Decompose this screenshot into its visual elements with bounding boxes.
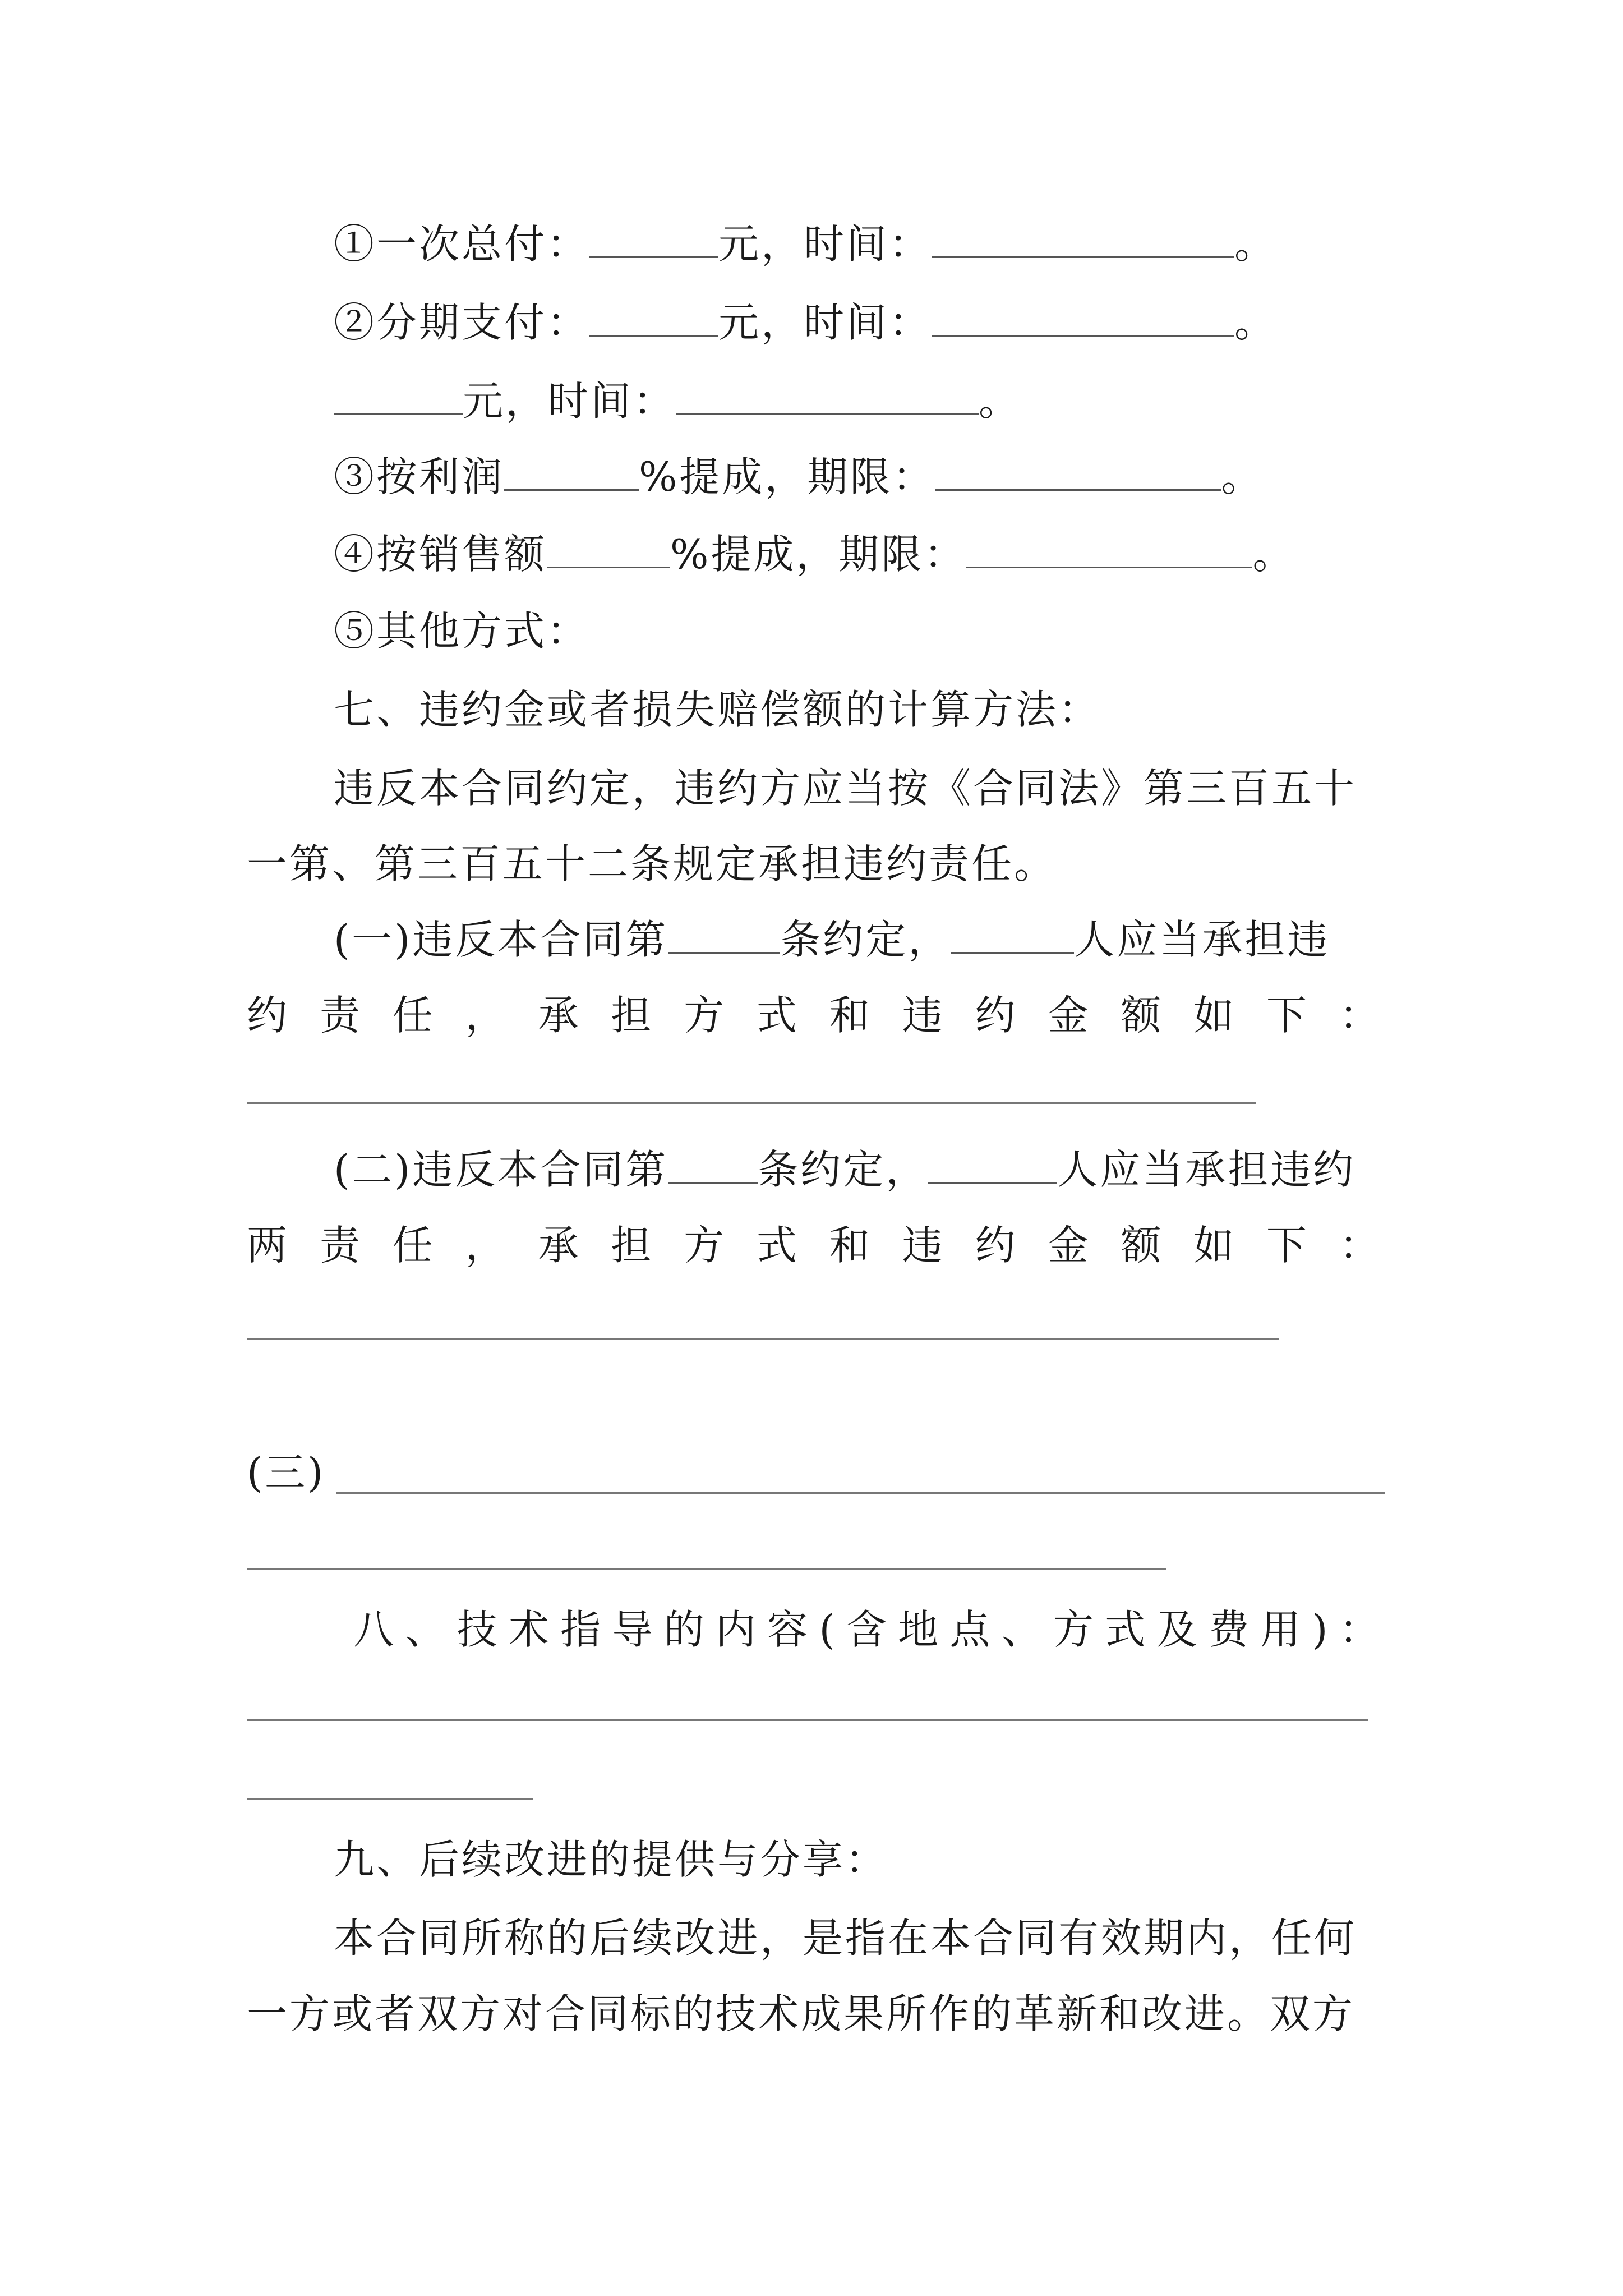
text: 人应当承担违 — [1074, 916, 1330, 963]
char: ， — [465, 1222, 506, 1269]
term-blank[interactable] — [935, 455, 1221, 491]
text: ③按利润 — [334, 453, 505, 500]
char: 承 — [538, 992, 579, 1039]
text: ②分期支付： — [334, 299, 590, 346]
payment-lump-sum-line — [334, 216, 1277, 272]
char: 违 — [902, 1222, 943, 1269]
paragraph-line: 一方或者双方对合同标的技术成果所作的革新和改进。双方 — [247, 1990, 1355, 2037]
char: 责 — [319, 992, 360, 1039]
char: 方 — [1053, 1606, 1094, 1653]
time-blank[interactable] — [932, 301, 1234, 337]
section-8-heading — [353, 1602, 1380, 1658]
clause-1-continuation — [247, 987, 1380, 1043]
char: 和 — [829, 1222, 870, 1269]
char: 费 — [1208, 1606, 1249, 1653]
char: ， — [465, 992, 506, 1039]
fill-in-rule[interactable] — [247, 1719, 1368, 1721]
char: 约 — [975, 992, 1016, 1039]
char: 如 — [1193, 1222, 1234, 1269]
text: (二)违反本合同第 — [334, 1146, 668, 1193]
fill-in-rule[interactable] — [336, 1492, 1385, 1494]
amount-blank[interactable] — [589, 223, 718, 258]
char: 术 — [508, 1606, 549, 1653]
clause-1-line — [334, 912, 1330, 968]
text: 元，时间： — [463, 378, 676, 425]
char: ： — [1339, 1222, 1380, 1269]
text: 条约定， — [780, 916, 951, 963]
party-blank[interactable] — [928, 1148, 1057, 1184]
char: 任 — [392, 992, 433, 1039]
char: ( — [819, 1606, 835, 1653]
text: 。 — [1234, 299, 1278, 346]
text: 。 — [1221, 453, 1264, 500]
payment-installment-line — [334, 295, 1277, 351]
char: 任 — [392, 1222, 433, 1269]
char: 的 — [663, 1606, 704, 1653]
text: 人应当承担违约 — [1057, 1146, 1356, 1193]
text: 元，时间： — [718, 299, 932, 346]
clause-number-blank[interactable] — [668, 1148, 758, 1184]
char: 金 — [1048, 992, 1089, 1039]
char: 约 — [247, 992, 288, 1039]
char: 额 — [1121, 1222, 1161, 1269]
char: 含 — [846, 1606, 887, 1653]
char: ： — [1339, 992, 1380, 1039]
char: 如 — [1193, 992, 1234, 1039]
text: 元，时间： — [718, 220, 932, 268]
char: 内 — [715, 1606, 756, 1653]
text: 条约定， — [758, 1146, 929, 1193]
clause-number-blank[interactable] — [668, 918, 780, 954]
char: 技 — [457, 1606, 497, 1653]
clause-2-continuation — [247, 1217, 1380, 1273]
char: 地 — [898, 1606, 939, 1653]
fill-in-rule[interactable] — [247, 1102, 1256, 1104]
char: 额 — [1121, 992, 1161, 1039]
char: 式 — [757, 1222, 797, 1269]
payment-sales-line — [334, 526, 1295, 582]
char: 点 — [949, 1606, 990, 1653]
text: 。 — [979, 378, 1022, 425]
char: 及 — [1156, 1606, 1197, 1653]
amount-blank[interactable] — [589, 301, 718, 337]
clause-2-line — [334, 1142, 1355, 1198]
text: 。 — [1234, 220, 1278, 268]
char: 下 — [1266, 992, 1307, 1039]
char: 八 — [353, 1606, 394, 1653]
char: 下 — [1266, 1222, 1307, 1269]
char: 担 — [611, 992, 652, 1039]
section-7-heading: 七、违约金或者损失赔偿额的计算方法： — [334, 686, 1101, 733]
text: ④按销售额 — [334, 531, 547, 578]
payment-profit-line — [334, 449, 1264, 505]
char: 、 — [1001, 1606, 1042, 1653]
char: 和 — [829, 992, 870, 1039]
char: 、 — [405, 1606, 446, 1653]
percent-blank[interactable] — [504, 455, 639, 491]
party-blank[interactable] — [951, 918, 1074, 954]
char: 容 — [767, 1606, 808, 1653]
paragraph-line: 一第、第三百五十二条规定承担违约责任。 — [247, 840, 1057, 887]
text: ⑤其他方式： — [334, 608, 590, 655]
char: 违 — [902, 992, 943, 1039]
percent-blank[interactable] — [547, 533, 670, 568]
paragraph-line: 违反本合同约定，违约方应当按《合同法》第三百五十 — [334, 765, 1357, 812]
char: ： — [1339, 1606, 1380, 1653]
payment-installment-line-2 — [334, 373, 1021, 429]
char: 式 — [1105, 1606, 1146, 1653]
char: 方 — [684, 1222, 725, 1269]
text: %提成，期限： — [670, 531, 967, 578]
char: 约 — [975, 1222, 1016, 1269]
char: 方 — [684, 992, 725, 1039]
paragraph-line: 本合同所称的后续改进，是指在本合同有效期内，任何 — [334, 1915, 1357, 1962]
fill-in-rule[interactable] — [247, 1338, 1279, 1340]
payment-other-line — [334, 603, 589, 659]
char: ) — [1312, 1606, 1328, 1653]
text: 。 — [1252, 531, 1295, 578]
char: 承 — [538, 1222, 579, 1269]
char: 责 — [319, 1222, 360, 1269]
amount-blank[interactable] — [334, 380, 463, 415]
char: 指 — [560, 1606, 601, 1653]
text: (一)违反本合同第 — [334, 916, 668, 963]
char: 用 — [1260, 1606, 1301, 1653]
term-blank[interactable] — [966, 533, 1252, 568]
text: ①一次总付： — [334, 220, 590, 268]
time-blank[interactable] — [932, 223, 1234, 258]
clause-3-label: (三) — [247, 1449, 326, 1496]
char: 式 — [757, 992, 797, 1039]
time-blank[interactable] — [676, 380, 979, 415]
char: 两 — [247, 1222, 288, 1269]
char: 金 — [1048, 1222, 1089, 1269]
section-9-heading: 九、后续改进的提供与分享： — [334, 1836, 888, 1883]
fill-in-rule[interactable] — [247, 1798, 533, 1800]
char: 导 — [612, 1606, 653, 1653]
text: %提成，期限： — [639, 453, 935, 500]
fill-in-rule[interactable] — [247, 1568, 1166, 1570]
char: 担 — [611, 1222, 652, 1269]
